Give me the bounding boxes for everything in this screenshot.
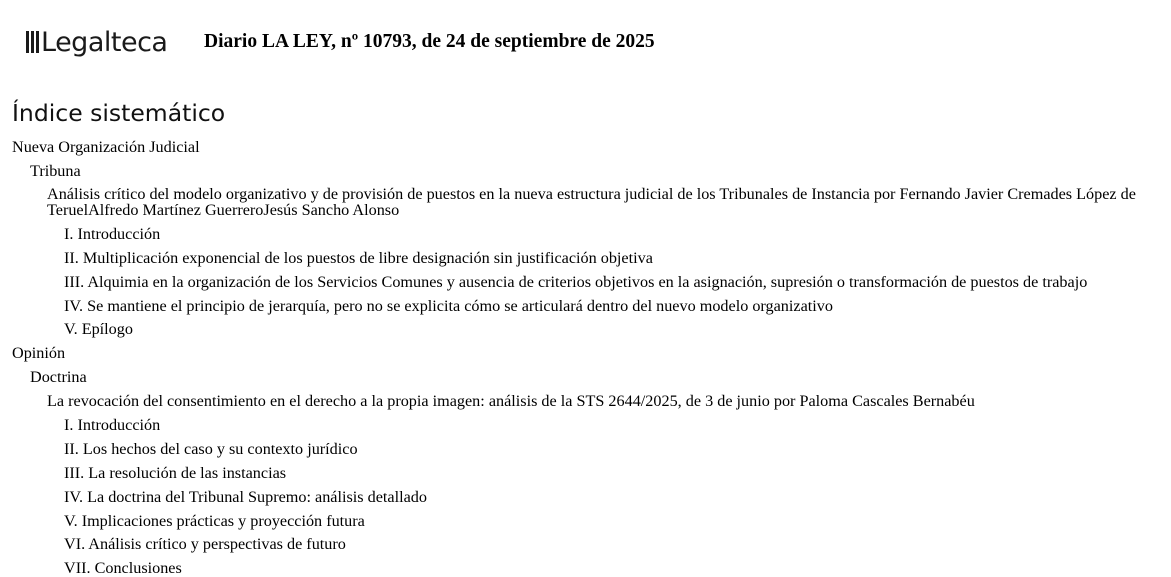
logo-bars-icon bbox=[26, 31, 39, 53]
issue-title: Diario LA LEY, nº 10793, de 24 de septiembre de 2025 bbox=[204, 31, 655, 52]
toc-item[interactable]: III. Alquimia en la organización de los Servicios Comunes y ausencia de criterios objetivos en la asignación, supresión o transformación de puestos de trabajo bbox=[64, 273, 1088, 291]
legalteca-logo[interactable] bbox=[26, 27, 167, 58]
toc-item[interactable]: V. Implicaciones prácticas y proyección futura bbox=[64, 512, 365, 530]
toc-item[interactable]: II. Multiplicación exponencial de los puestos de libre designación sin justificación objetiva bbox=[64, 249, 653, 267]
toc-item[interactable]: VII. Conclusiones bbox=[64, 559, 182, 577]
site-header bbox=[26, 22, 167, 62]
page-title: Índice sistemático bbox=[12, 99, 226, 127]
toc-item[interactable]: II. Los hechos del caso y su contexto jurídico bbox=[64, 440, 358, 458]
toc-item[interactable]: V. Epílogo bbox=[64, 320, 133, 338]
section-label[interactable]: Nueva Organización Judicial bbox=[12, 138, 200, 156]
toc-item[interactable]: I. Introducción bbox=[64, 225, 161, 243]
toc-item[interactable]: IV. Se mantiene el principio de jerarquía, pero no se explicita cómo se articulará dentro del nuevo modelo organizativo bbox=[64, 297, 833, 315]
article-title-link[interactable]: La revocación del consentimiento en el derecho a la propia imagen: análisis de la STS 2644/2025, de 3 de junio por Paloma Cascales Bernabéu bbox=[47, 392, 975, 410]
subsection-label[interactable]: Doctrina bbox=[30, 368, 87, 386]
article-title-link[interactable]: Análisis crítico del modelo organizativo y de provisión de puestos en la nueva estructura judicial de los Tribunales de Instancia por Fernando Javier Cremades López de TeruelAlfredo Martínez GuerreroJesús Sancho Alonso bbox=[47, 185, 1136, 219]
toc-item[interactable]: I. Introducción bbox=[64, 416, 161, 434]
section-label[interactable]: Opinión bbox=[12, 344, 66, 362]
subsection-label[interactable]: Tribuna bbox=[30, 162, 81, 180]
toc-item[interactable]: IV. La doctrina del Tribunal Supremo: análisis detallado bbox=[64, 488, 427, 506]
logo-text: Legalteca bbox=[41, 26, 168, 58]
toc-item[interactable]: VI. Análisis crítico y perspectivas de futuro bbox=[64, 535, 346, 553]
toc-item[interactable]: III. La resolución de las instancias bbox=[64, 464, 287, 482]
